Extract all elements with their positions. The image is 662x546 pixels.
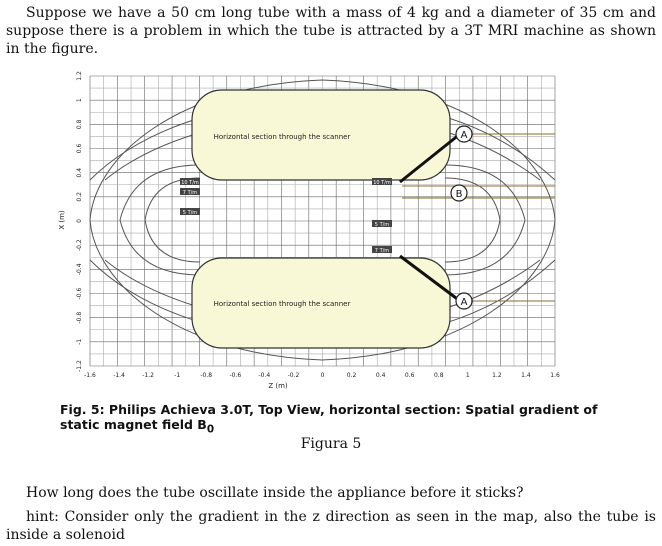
field-gradient-figure	[50, 60, 612, 400]
field-label-10-right: 10 T/m	[373, 180, 391, 186]
y-tick-label: -0.6	[76, 287, 83, 300]
y-tick-label: 0.2	[76, 192, 83, 202]
gradient-map	[50, 60, 612, 400]
marker-a-bottom-label: A	[460, 297, 468, 308]
x-tick-label: 0.2	[346, 372, 357, 379]
section-label-top: Horizontal section through the scanner	[213, 133, 351, 141]
y-tick-label: -1	[76, 338, 83, 345]
question-text: How long does the tube oscillate inside the appliance before it sticks?	[26, 485, 524, 501]
x-tick-label: 0.6	[404, 372, 415, 379]
field-label-10: 10 T/m	[181, 180, 199, 186]
x-tick-label: -0.4	[258, 372, 271, 379]
problem-statement: Suppose we have a 50 cm long tube with a mass of 4 kg and a diameter of 35 cm and suppose there is a problem in which the tube is attracted by a 3T MRI machine as shown in the figure.	[6, 5, 656, 57]
x-tick-label: 0.4	[375, 372, 386, 379]
field-label-5: 5 T/m	[182, 210, 198, 216]
x-tick-label: 1.4	[521, 372, 531, 379]
y-tick-label: 0	[76, 219, 83, 223]
field-label-7-right: 7 T/m	[374, 248, 390, 254]
y-tick-label: 1.2	[76, 71, 83, 81]
x-tick-label: 0.8	[433, 372, 444, 379]
y-tick-label: 1	[76, 98, 83, 103]
x-tick-label: 1.2	[492, 372, 502, 379]
x-tick-label: -1	[174, 372, 181, 379]
x-tick-label: -1.6	[84, 372, 96, 379]
y-tick-label: -0.2	[76, 239, 83, 252]
x-tick-label: -0.2	[287, 372, 300, 379]
caption-subscript: 0	[206, 423, 215, 436]
caption-text: Fig. 5: Philips Achieva 3.0T, Top View, horizontal section: Spatial gradient of static magnet field B	[60, 402, 598, 432]
y-axis-ticks	[76, 71, 83, 372]
hint-text: hint: Consider only the gradient in the z direction as seen in the map, also the tube is inside a solenoid	[6, 509, 656, 543]
x-tick-label: -0.6	[229, 372, 242, 379]
x-tick-label: -0.8	[200, 372, 213, 379]
x-axis-label: Z (m)	[268, 382, 288, 390]
x-tick-label: 0	[320, 372, 325, 379]
x-tick-label: -1.2	[142, 372, 154, 379]
figure-number: Figura 5	[300, 436, 362, 452]
y-axis-label: X (m)	[58, 210, 66, 230]
x-tick-label: 1.6	[550, 372, 560, 379]
y-tick-label: -0.4	[76, 263, 83, 276]
field-label-7: 7 T/m	[182, 190, 198, 196]
y-tick-label: -1.2	[76, 360, 83, 372]
x-tick-label: 1	[465, 372, 470, 379]
y-tick-label: -0.8	[76, 311, 83, 324]
y-tick-label: 0.4	[76, 167, 83, 178]
x-tick-label: -1.4	[113, 372, 125, 379]
y-tick-label: 0.8	[76, 119, 83, 130]
y-tick-label: 0.6	[76, 143, 83, 154]
section-label-bottom: Horizontal section through the scanner	[213, 300, 351, 308]
marker-a-top-label: A	[460, 130, 468, 141]
figure-caption	[60, 402, 640, 436]
field-label-5-right: 5 T/m	[374, 222, 390, 228]
marker-b-label: B	[455, 189, 463, 200]
x-axis-ticks	[84, 372, 560, 379]
